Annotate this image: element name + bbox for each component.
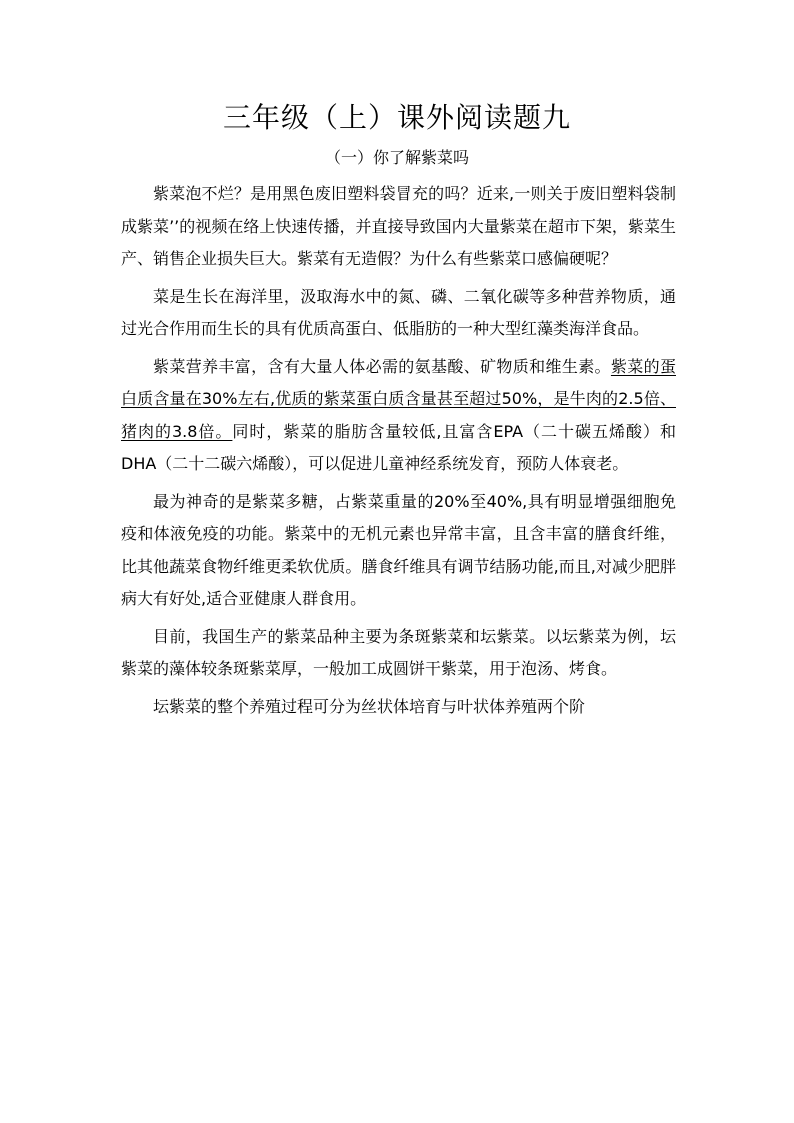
article-body [121,178,676,723]
paragraph-5: 目前，我国生产的紫菜品种主要为条斑紫菜和坛紫菜。以坛紫菜为例，坛紫菜的藻体较条斑紫菜厚，一般加工成圆饼干紫菜，用于泡汤、烤食。 [121,626,676,678]
page-title: 三年级（上）课外阅读题九 [222,101,571,134]
paragraph-2: 菜是生长在海洋里，汲取海水中的氮、磷、二氧化碳等多种营养物质，通过光合作用而生长的具有优质高蛋白、低脂肪的一种大型红藻类海洋食品。 [121,286,676,338]
paragraph-3 [121,351,676,481]
section-subtitle: （一）你了解紫菜吗 [324,148,469,167]
paragraph-1: 紫菜泡不烂？是用黑色废旧塑料袋冒充的吗？近来,一则关于废旧塑料袋制成紫菜’’的视频在络上快速传播，并直接导致国内大量紫菜在超市下架，紫菜生产、销售企业损失巨大。紫菜有无造假？为什么有些紫菜口感偏硬呢？ [121,184,676,268]
paragraph-4: 最为神奇的是紫菜多糖，占紫菜重量的20%至40%,具有明显增强细胞免疫和体液免疫的功能。紫菜中的无机元素也异常丰富，且含丰富的膳食纤维，比其他蔬菜食物纤维更柔软优质。膳食纤维具有调节结肠功能,而且,对减少肥胖病大有好处,适合亚健康人群食用。 [121,491,676,608]
paragraph-3-intro: 紫菜营养丰富，含有大量人体必需的氨基酸、矿物质和维生素。 [153,356,611,376]
paragraph-6: 坛紫菜的整个养殖过程可分为丝状体培育与叶状体养殖两个阶 [153,696,586,716]
paragraph-3-rest: 同时，紫菜的脂肪含量较低,且富含EPA（二十碳五烯酸）和DHA（二十二碳六烯酸），可以促进儿童神经系统发育，预防人体衰老。 [121,421,676,473]
underlined-protein-sentence: 紫菜的蛋白质含量在30%左右,优质的紫菜蛋白质含量甚至超过50%，是牛肉的2.5倍、猪肉的3.8倍。 [121,356,676,441]
